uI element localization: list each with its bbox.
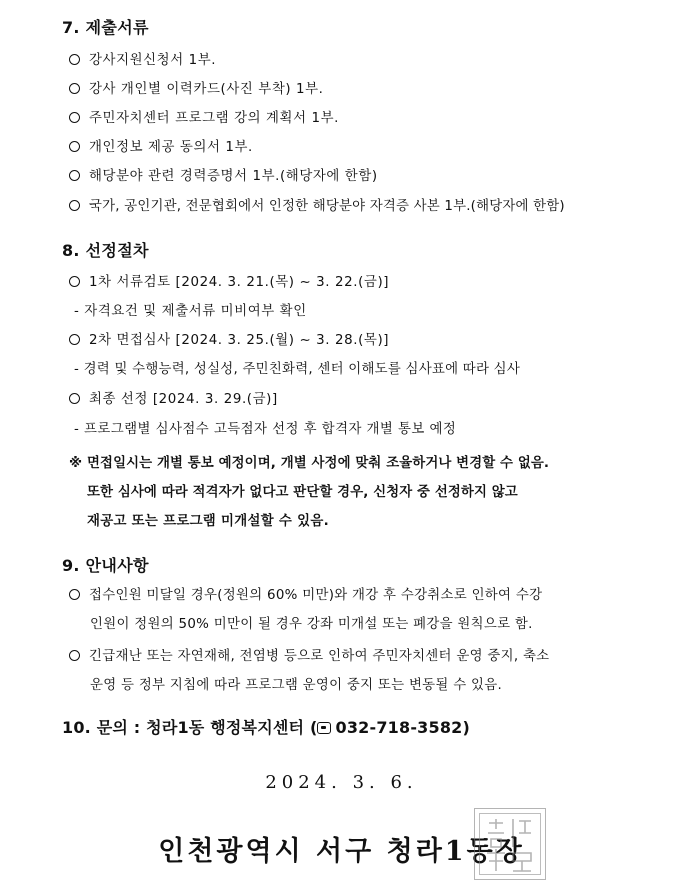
list-item-text: 강사 개인별 이력카드(사진 부착) 1부. [89,82,324,97]
step-text: 2차 면접심사 [2024. 3. 25.(월) ~ 3. 28.(목)] [89,333,390,348]
list-item-text: 주민자치센터 프로그램 강의 계획서 1부. [89,111,339,126]
list-item [69,332,389,350]
note-line: 재공고 또는 프로그램 미개설할 수 있음. [87,514,329,529]
list-item-text: 강사지원신청서 1부. [89,53,217,68]
circle-bullet-icon [69,589,80,600]
list-item [69,391,278,409]
list-item [69,168,378,186]
note-line [69,455,549,473]
list-item [69,198,565,216]
list-item [69,587,542,605]
contact-phone: 032-718-3582) [335,718,471,737]
contact-label: 10. 문의 : 청라1동 행정복지센터 [62,718,305,737]
circle-bullet-icon [69,112,80,123]
contact-line [62,715,470,738]
list-item-text: 긴급재난 또는 자연재해, 전염병 등으로 인하여 주민자치센터 운영 중지, 축소 [89,649,550,664]
list-item [69,81,324,99]
official-seal-stamp [474,808,546,880]
note-line: 또한 심사에 따라 적격자가 없다고 판단할 경우, 신청자 중 선정하지 않고 [87,485,518,500]
circle-bullet-icon [69,650,80,661]
circle-bullet-icon [69,393,80,404]
note-text: 면접일시는 개별 통보 예정이며, 개별 사정에 맞춰 조율하거나 변경할 수 없음. [87,456,550,471]
issuer-name: 인천광역시 서구 청라1동장 [158,836,525,867]
contact-paren: ( [309,718,318,737]
list-item [69,274,389,292]
circle-bullet-icon [69,141,80,152]
list-item-continuation: 인원이 정원의 50% 미만이 될 경우 강좌 미개설 또는 폐강을 원칙으로 함. [90,617,533,632]
section-7-heading: 7. 제출서류 [62,18,149,37]
document-date: 2024. 3. 6. [265,772,418,793]
step-detail: - 프로그램별 심사점수 고득점자 선정 후 합격자 개별 통보 예정 [74,422,457,437]
list-item [69,110,339,128]
section-8-heading: 8. 선정절차 [62,241,149,260]
list-item [69,648,549,666]
circle-bullet-icon [69,200,80,211]
telephone-icon [317,722,331,734]
step-text: 최종 선정 [2024. 3. 29.(금)] [89,392,278,407]
list-item [69,139,253,157]
list-item-text: 국가, 공인기관, 전문협회에서 인정한 해당분야 자격증 사본 1부.(해당자에 한함) [89,199,565,214]
list-item [69,52,216,70]
circle-bullet-icon [69,276,80,287]
step-text: 1차 서류검토 [2024. 3. 21.(목) ~ 3. 22.(금)] [89,275,390,290]
seal-glyph-icon [475,809,547,881]
circle-bullet-icon [69,334,80,345]
circle-bullet-icon [69,83,80,94]
circle-bullet-icon [69,170,80,181]
list-item-text: 접수인원 미달일 경우(정원의 60% 미만)와 개강 후 수강취소로 인하여 수강 [89,588,543,603]
list-item-text: 해당분야 관련 경력증명서 1부.(해당자에 한함) [89,169,378,184]
list-item-text: 개인정보 제공 동의서 1부. [89,140,253,155]
step-detail: - 자격요건 및 제출서류 미비여부 확인 [74,304,307,319]
reference-mark: ※ [69,456,83,471]
circle-bullet-icon [69,54,80,65]
section-9-heading: 9. 안내사항 [62,556,149,575]
list-item-continuation: 운영 등 정부 지침에 따라 프로그램 운영이 중지 또는 변동될 수 있음. [90,678,503,693]
step-detail: - 경력 및 수행능력, 성실성, 주민친화력, 센터 이해도를 심사표에 따라 심사 [74,362,521,377]
